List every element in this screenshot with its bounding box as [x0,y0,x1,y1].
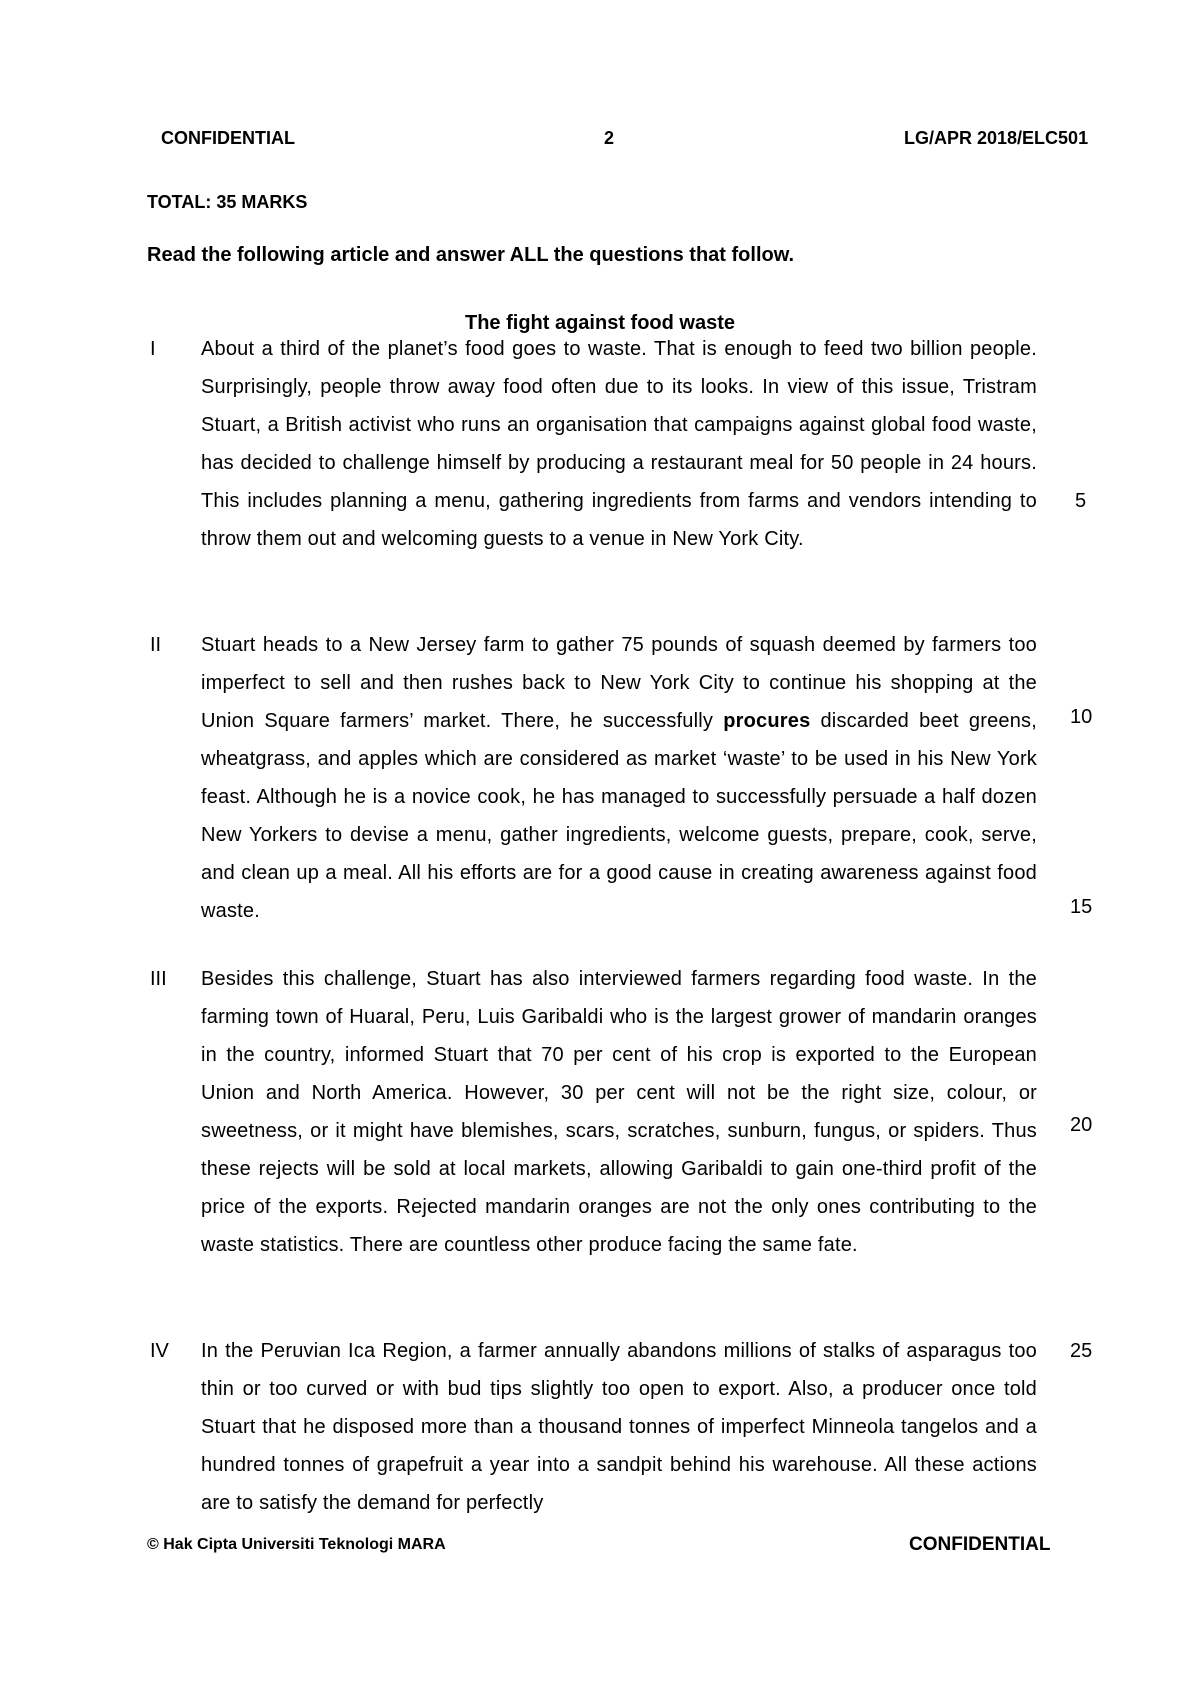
paragraph-2-text-before: Stuart heads to a New Jersey farm to gather 75 pounds of squash deemed by farmers too imperfect to sell and then rushes back to New York City to continue his shopping at the Union Square farmers’ market. There, he successfully [201,634,1037,732]
paragraph-number-3: III [150,968,167,990]
paragraph-2-text-after: discarded beet greens, wheatgrass, and apples which are considered as market ‘waste’ to be used in his New York feast. Although he is a novice cook, he has managed to successfully persuade a half dozen New Yorkers to devise a menu, gather ingredients, welcome guests, prepare, cook, serve, and clean up a meal. All his efforts are for a good cause in creating awareness against food waste. [201,710,1037,922]
line-number-10: 10 [1070,706,1093,728]
keyword-procures: procures [723,710,811,732]
paragraph-1: About a third of the planet’s food goes to waste. That is enough to feed two billion people. Surprisingly, people throw away food often due to its looks. In view of this issue, Tristram Stuart, a British activist who runs an organisation that campaigns against global food waste, has decided to challenge himself by producing a restaurant meal for 50 people in 24 hours. This includes planning a menu, gathering ingredients from farms and vendors intending to throw them out and welcoming guests to a venue in New York City. [201,338,1037,550]
instruction: Read the following article and answer ALL the questions that follow. [147,244,795,266]
line-number-25: 25 [1070,1340,1093,1362]
page-number: 2 [604,128,615,148]
article-title: The fight against food waste [464,312,735,334]
paragraph-number-4: IV [150,1340,169,1362]
line-number-15: 15 [1070,896,1093,918]
header-confidential-label: CONFIDENTIAL [161,128,295,148]
footer-confidential-label: CONFIDENTIAL [909,1534,1051,1555]
line-number-20: 20 [1070,1114,1093,1136]
footer-copyright: © Hak Cipta Universiti Teknologi MARA [147,1536,446,1553]
paragraph-number-2: II [150,634,162,656]
paragraph-2 [201,626,1037,930]
paragraph-3: Besides this challenge, Stuart has also interviewed farmers regarding food waste. In the farming town of Huaral, Peru, Luis Garibaldi who is the largest grower of mandarin oranges in the country, informed Stuart that 70 per cent of his crop is exported to the European Union and North America. However, 30 per cent will not be the right size, colour, or sweetness, or it might have blemishes, scars, scratches, sunburn, fungus, or spiders. Thus these rejects will be sold at local markets, allowing Garibaldi to gain one-third profit of the price of the exports. Rejected mandarin oranges are not the only ones contributing to the waste statistics. There are countless other produce facing the same fate. [201,968,1037,1256]
paragraph-4: In the Peruvian Ica Region, a farmer annually abandons millions of stalks of asparagus too thin or too curved or with bud tips slightly too open to export. Also, a producer once told Stuart that he disposed more than a thousand tonnes of imperfect Minneola tangelos and a hundred tonnes of grapefruit a year into a sandpit behind his warehouse. All these actions are to satisfy the demand for perfectly [201,1340,1037,1514]
line-number-5: 5 [1075,490,1087,512]
paragraph-number-1: I [150,338,156,360]
paper-code: LG/APR 2018/ELC501 [904,128,1089,148]
total-marks: TOTAL: 35 MARKS [147,192,308,212]
